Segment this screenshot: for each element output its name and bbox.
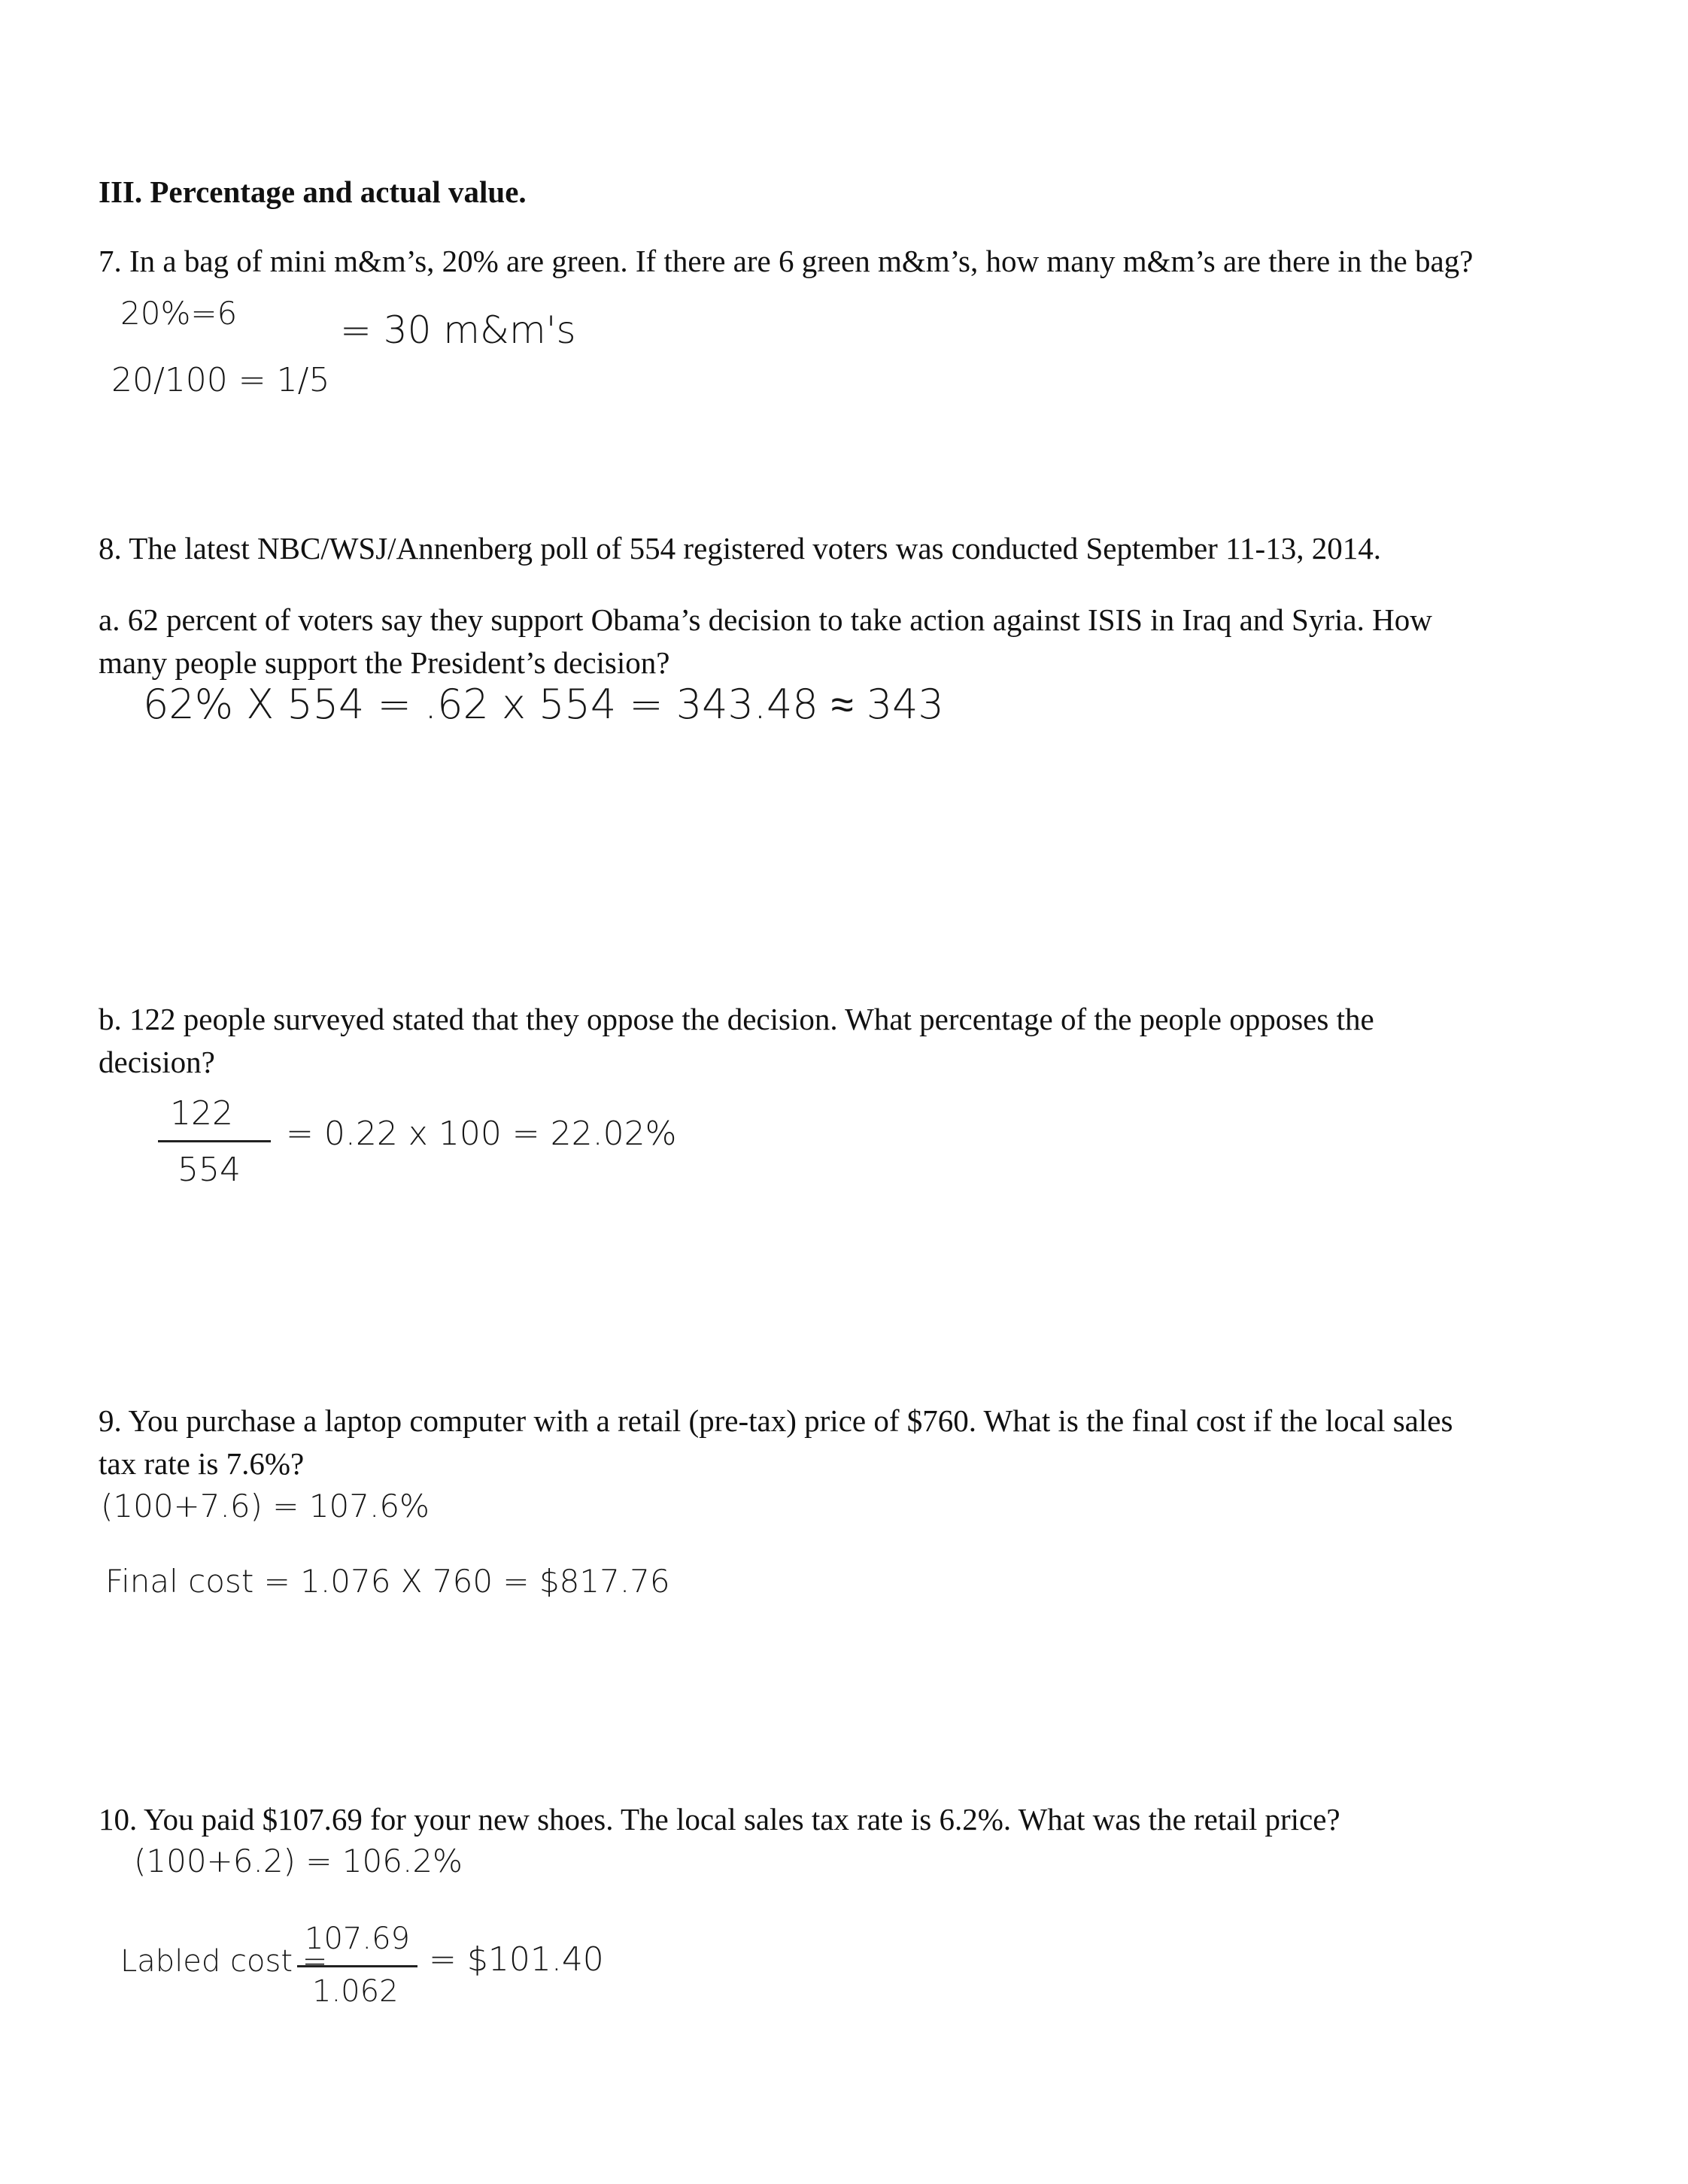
q7-work-answer: = 30 m&m's (340, 308, 576, 352)
question-10-text: 10. You paid $107.69 for your new shoes. The local sales tax rate is 6.2%. What was the retail price? (99, 1802, 1340, 1837)
q8b-denominator: 554 (178, 1151, 241, 1189)
q10-work-label: Labled cost = (120, 1944, 328, 1979)
q7-work-line1: 20%=6 (120, 295, 238, 332)
question-9-line2: tax rate is 7.6%? (99, 1446, 305, 1481)
q10-numerator: 107.69 (305, 1922, 410, 1956)
q10-answer: = $101.40 (429, 1940, 604, 1979)
q9-work-line2: Final cost = 1.076 X 760 = $817.76 (105, 1563, 670, 1600)
question-8-intro: 8. The latest NBC/WSJ/Annenberg poll of 554 registered voters was conducted September 11-13, 2014. (99, 531, 1381, 566)
q8b-numerator: 122 (170, 1094, 233, 1133)
q10-fraction-bar (297, 1965, 417, 1967)
question-8b-line2: decision? (99, 1045, 215, 1079)
q8b-work-rest: = 0.22 x 100 = 22.02% (286, 1115, 677, 1153)
question-9-line1: 9. You purchase a laptop computer with a retail (pre-tax) price of $760. What is the final cost if the local sales (99, 1403, 1453, 1438)
q10-work-line1: (100+6.2) = 106.2% (134, 1843, 463, 1879)
q7-work-line2: 20/100 = 1/5 (111, 361, 330, 399)
question-8a-line2: many people support the President’s decision? (99, 645, 670, 680)
section-title: III. Percentage and actual value. (99, 174, 527, 209)
q9-work-line1: (100+7.6) = 107.6% (101, 1488, 430, 1524)
question-8b-line1: b. 122 people surveyed stated that they oppose the decision. What percentage of the people opposes the (99, 1002, 1374, 1036)
question-8a-line1: a. 62 percent of voters say they support Obama’s decision to take action against ISIS in Iraq and Syria. How (99, 602, 1432, 637)
q10-denominator: 1.062 (312, 1974, 399, 2009)
q8b-fraction-bar (158, 1140, 271, 1142)
question-7-text: 7. In a bag of mini m&m’s, 20% are green. If there are 6 green m&m’s, how many m&m’s are there in the bag? (99, 244, 1474, 278)
q8a-work: 62% X 554 = .62 x 554 = 343.48 ≈ 343 (143, 681, 944, 728)
